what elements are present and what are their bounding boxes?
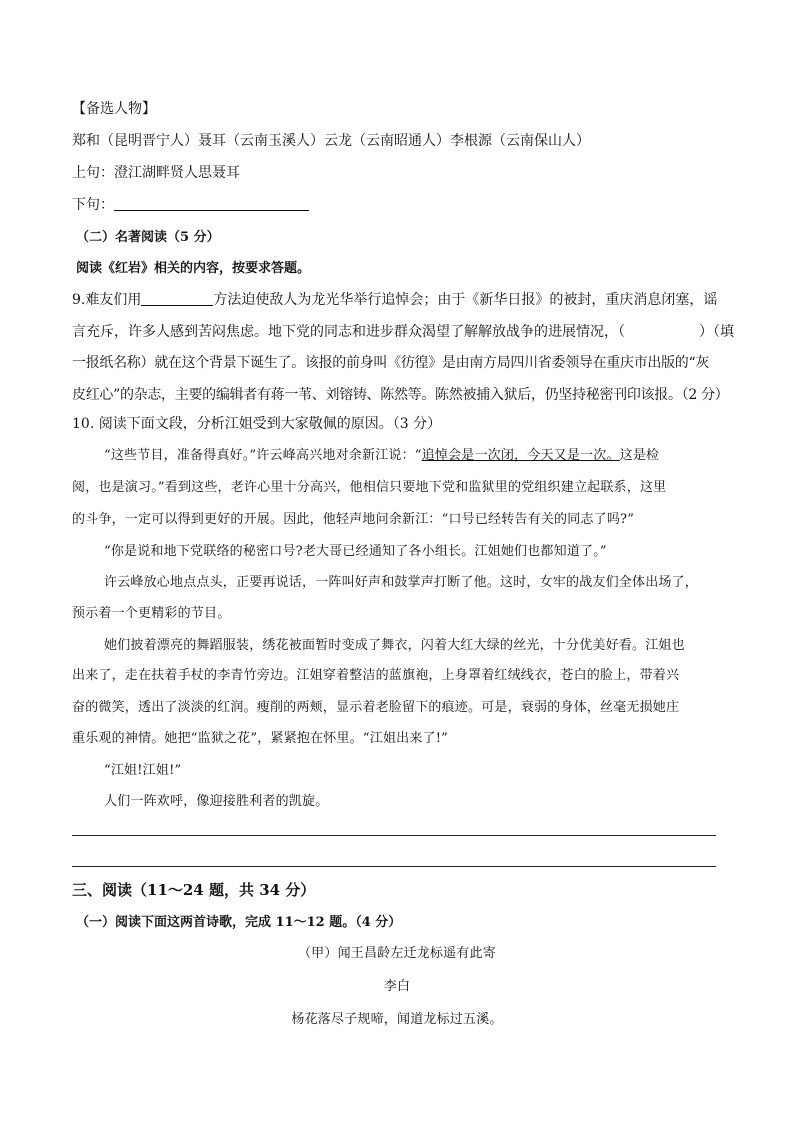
q9-method-blank[interactable] <box>141 291 213 306</box>
q9-line-1-end: 方法迫使敌人为龙光华举行追悼会；由于《新华日报》的被封，重庆消息闭塞，谣 <box>213 292 718 308</box>
passage-p4-line-1: 她们披着漂亮的舞蹈服装，绣花被面暂时变成了舞衣，闪着大红大绿的丝光，十分优美好看。江姐也 <box>104 638 685 653</box>
q9-line-1 <box>72 290 717 310</box>
passage-p1-end: 这是检 <box>619 448 660 463</box>
passage-p1-line-1 <box>104 446 659 466</box>
q9-line-4: 皮红心”的杂志，主要的编辑者有蒋一苇、刘镕铸、陈然等。陈然被捕入狱后，仍坚持秘密刊印该报。（2 分） <box>72 387 729 403</box>
passage-p4-line-3: 奋的微笑，透出了淡淡的红润。瘦削的两颊，显示着老脸留下的痕迹。可是，衰弱的身体，丝毫无损她庄 <box>72 700 680 715</box>
couplet-lower-label: 下句： <box>72 197 114 213</box>
passage-p1-line-3: 的斗争，一定可以得到更好的开展。因此，他轻声地问余新江：“口号已经转告有关的同志了吗?” <box>72 512 635 527</box>
passage-p4-line-4: 重乐观的神情。她把“监狱之花”，紧紧抱在怀里。“江姐出来了!” <box>72 731 449 746</box>
passage-p2: “你是说和地下党联络的秘密口号?老大哥已经通知了各小组长。江姐她们也都知道了。” <box>104 544 607 559</box>
passage-p4-line-2: 出来了，走在扶着手杖的李青竹旁边。江姐穿着整洁的蓝旗袍，上身罩着红绒线衣，苍白的脸上，带着兴 <box>72 668 680 683</box>
section-three-title: 三、阅读（11～24 题，共 34 分） <box>72 881 316 899</box>
section-two-instruction: 阅读《红岩》相关的内容，按要求答题。 <box>76 261 311 276</box>
couplet-lower <box>72 195 309 215</box>
poem-line-1: 杨花落尽子规啼，闻道龙标过五溪。 <box>291 1012 503 1027</box>
answer-line-1[interactable] <box>72 835 716 836</box>
passage-p3-line-2: 预示着一个更精彩的节目。 <box>72 606 231 621</box>
q9-line-2-start: 言充斥，许多人感到苦闷焦虑。地下党的同志和进步群众渴望了解解放战争的进展情况，（ <box>72 324 625 340</box>
couplet-upper: 上句：澄江湖畔贤人思聂耳 <box>72 165 240 181</box>
poem-author: 李白 <box>383 979 411 994</box>
q10-prompt: 10. 阅读下面文段，分析江姐受到大家敬佩的原因。（3 分） <box>72 416 442 432</box>
candidates-list: 郑和（昆明晋宁人）聂耳（云南玉溪人）云龙（云南昭通人）李根源（云南保山人） <box>72 133 590 149</box>
poem-title: （甲）闻王昌龄左迁龙标遥有此寄 <box>297 946 496 961</box>
passage-underlined-quote: 追悼会是一次闭，今天又是一次。 <box>421 448 620 463</box>
q9-line-3: 一报纸名称）就在这个背景下诞生了。该报的前身叫《彷徨》是由南方局四川省委领导在重庆市出版的“灰 <box>72 355 710 371</box>
answer-blank[interactable] <box>114 196 309 211</box>
q9-line-2-end: ）（填 <box>699 324 734 340</box>
passage-p1-start: “这些节目，准备得真好。”许云峰高兴地对余新江说：“ <box>104 448 422 463</box>
passage-p1-line-2: 阅，也是演习。”看到这些，老许心里十分高兴，他相信只要地下党和监狱里的党组织建立起联系，这里 <box>72 480 667 495</box>
passage-p3-line-1: 许云峰放心地点点头，正要再说话，一阵叫好声和鼓掌声打断了他。这时，女牢的战友们全体出场了， <box>104 575 699 590</box>
section-three-subtitle: （一）阅读下面这两首诗歌，完成 11～12 题。（4 分） <box>76 915 402 930</box>
passage-p5: “江姐!江姐!” <box>104 763 182 778</box>
section-two-title: （二）名著阅读（5 分） <box>76 230 220 245</box>
q9-line-1-start: 9.难友们用 <box>72 292 142 308</box>
candidates-heading: 【备选人物】 <box>72 101 156 117</box>
q9-line-2 <box>72 322 734 342</box>
passage-p6: 人们一阵欢呼，像迎接胜利者的凯旋。 <box>104 794 329 809</box>
answer-line-2[interactable] <box>72 866 716 867</box>
